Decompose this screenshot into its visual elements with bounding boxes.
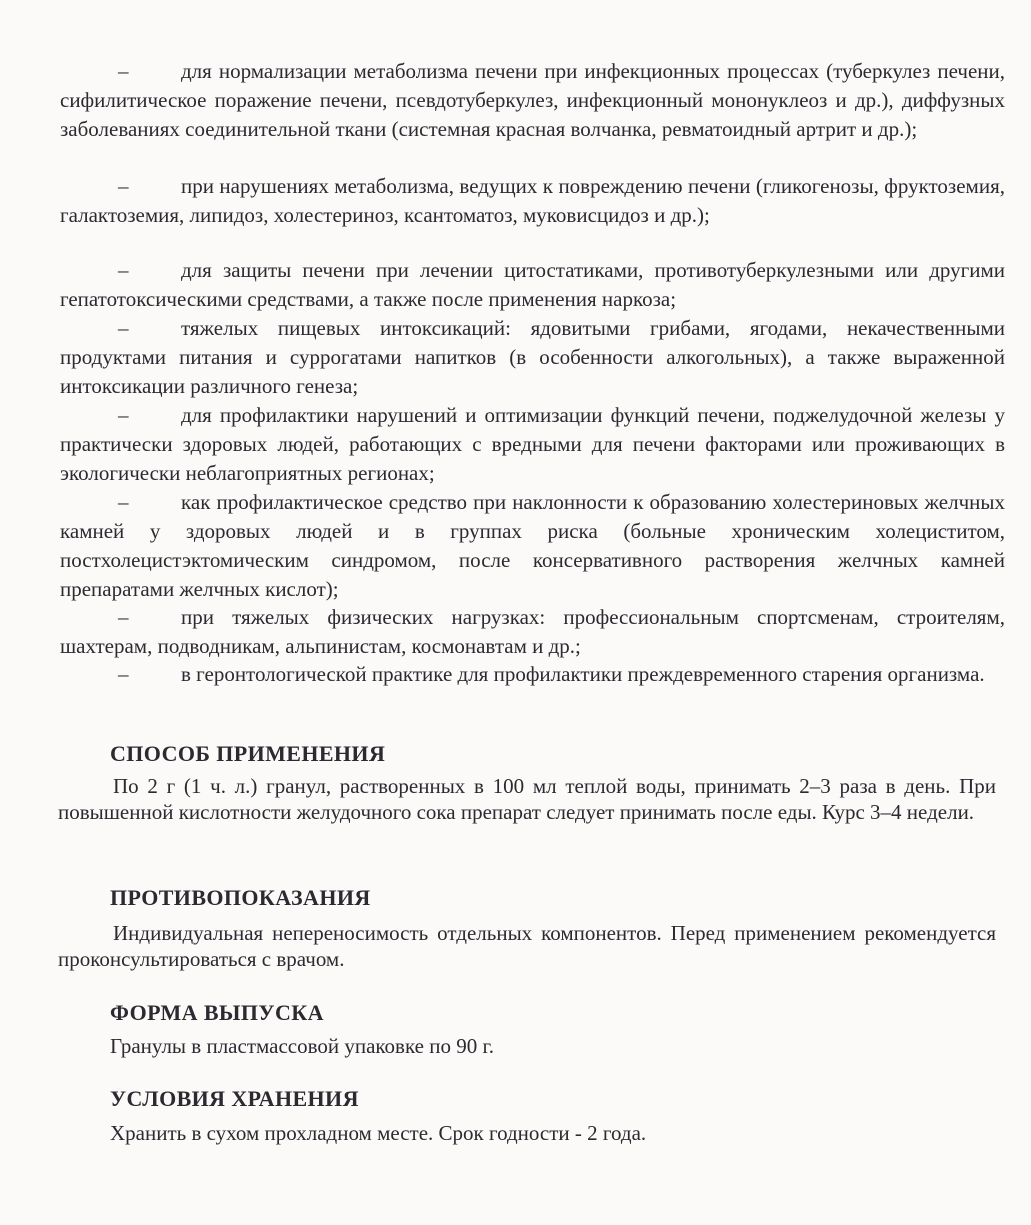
indication-item xyxy=(60,57,1005,144)
list-dash: – xyxy=(118,59,129,83)
indication-item xyxy=(60,488,1005,604)
indication-text: для нормализации метаболизма печени при инфекционных процессах (туберкулез печени, сифилитическое поражение печени, псевдотуберкулез, инфекционный мононуклеоз и др.), диффузных заболеваниях соединительной ткани (системная красная волчанка, ревматоидный артрит и др.); xyxy=(60,59,1005,141)
list-dash: – xyxy=(118,403,129,427)
indication-item xyxy=(60,660,1005,689)
indication-text: тяжелых пищевых интоксикаций: ядовитыми грибами, ягодами, некачественными продуктами питания и суррогатами напитков (в особенности алкогольных), а также выраженной интоксикации различного генеза; xyxy=(60,316,1005,398)
list-dash: – xyxy=(118,258,129,282)
storage-heading: УСЛОВИЯ ХРАНЕНИЯ xyxy=(110,1086,359,1111)
indication-item xyxy=(60,172,1005,230)
indication-text: в геронтологической практике для профилактики преждевременного старения организма. xyxy=(181,662,985,686)
form-heading: ФОРМА ВЫПУСКА xyxy=(110,1000,324,1025)
form-text: Гранулы в пластмассовой упаковке по 90 г. xyxy=(110,1034,494,1058)
indication-item xyxy=(60,603,1005,661)
indication-text: при тяжелых физических нагрузках: профессиональным спортсменам, строителям, шахтерам, подводникам, альпинистам, космонавтам и др.; xyxy=(60,605,1005,658)
indication-text: как профилактическое средство при наклонности к образованию холестериновых желчных камней у здоровых людей и в группах риска (больные хроническим холециститом, постхолецистэктомическим синдромом, после консервативного растворения желчных камней препаратами желчных кислот); xyxy=(60,490,1005,601)
list-dash: – xyxy=(118,605,129,629)
list-dash: – xyxy=(118,316,129,340)
indication-item xyxy=(60,256,1005,314)
list-dash: – xyxy=(118,490,129,514)
storage-text: Хранить в сухом прохладном месте. Срок годности - 2 года. xyxy=(110,1121,647,1145)
indication-text: для профилактики нарушений и оптимизации функций печени, поджелудочной железы у практически здоровых людей, работающих с вредными для печени факторами или проживающих в экологически неблагоприятных регионах; xyxy=(60,403,1005,485)
list-dash: – xyxy=(118,662,129,686)
usage-heading: СПОСОБ ПРИМЕНЕНИЯ xyxy=(110,741,386,766)
usage-text: По 2 г (1 ч. л.) гранул, растворенных в 100 мл теплой воды, принимать 2–3 раза в день. При повышенной кислотности желудочного сока препарат следует принимать после еды. Курс 3–4 недели. xyxy=(58,774,996,824)
indication-item xyxy=(60,401,1005,488)
list-dash: – xyxy=(118,174,129,198)
indication-item xyxy=(60,314,1005,401)
contraindications-text: Индивидуальная непереносимость отдельных компонентов. Перед применением рекомендуется проконсультироваться с врачом. xyxy=(58,921,996,971)
contraindications-heading: ПРОТИВОПОКАЗАНИЯ xyxy=(110,885,371,910)
indication-text: при нарушениях метаболизма, ведущих к повреждению печени (гликогенозы, фруктоземия, галактоземия, липидоз, холестериноз, ксантоматоз, муковисцидоз и др.); xyxy=(60,174,1005,227)
indication-text: для защиты печени при лечении цитостатиками, противотуберкулезными или другими гепатотоксическими средствами, а также после применения наркоза; xyxy=(60,258,1005,311)
